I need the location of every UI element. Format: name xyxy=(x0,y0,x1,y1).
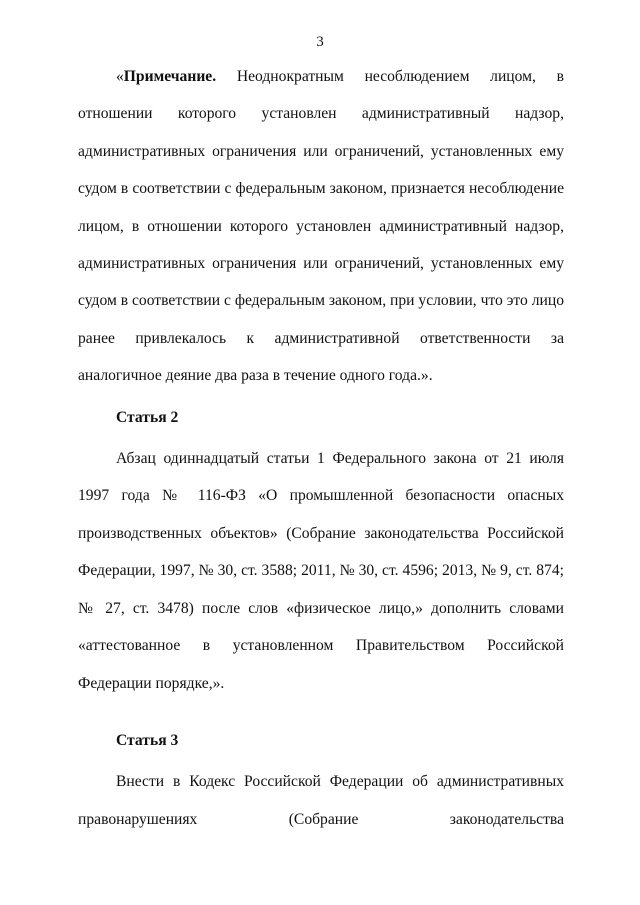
document-body xyxy=(78,58,564,838)
article-2-heading: Статья 2 xyxy=(116,408,179,426)
note-paragraph xyxy=(78,58,564,395)
note-text: Неоднократным несоблюдением лицом, в отношении которого установлен административный надзор, административных ограничения или ограничений, установленных ему судом в соответствии с федеральным законом, признается несоблюдение лицом, в отношении которого установлен административный надзор, административных ограничения или ограничений, установленных ему судом в соответствии с федеральным законом, при условии, что это лицо ранее привлекалось к административной ответственности за аналогичное деяние два раза в течение одного года.». xyxy=(78,68,564,385)
article-2-paragraph: Абзац одиннадцатый статьи 1 Федерального закона от 21 июля 1997 года № 116-ФЗ «О промышленной безопасности опасных производственных объектов» (Собрание законодательства Российской Федерации, 1997, № 30, ст. 3588; 2011, № 30, ст. 4596; 2013, № 9, ст. 874; № 27, ст. 3478) после слов «физическое лицо,» дополнить словами «аттестованное в установленном Правительством Российской Федерации порядке,». xyxy=(78,450,564,692)
article-3-paragraph: Внести в Кодекс Российской Федерации об административных правонарушениях (Собрание законодательства xyxy=(78,773,564,828)
note-open-quote: « xyxy=(116,68,124,85)
page-number: 3 xyxy=(316,34,324,50)
note-label: Примечание. xyxy=(123,68,217,85)
article-3-heading: Статья 3 xyxy=(116,731,179,749)
